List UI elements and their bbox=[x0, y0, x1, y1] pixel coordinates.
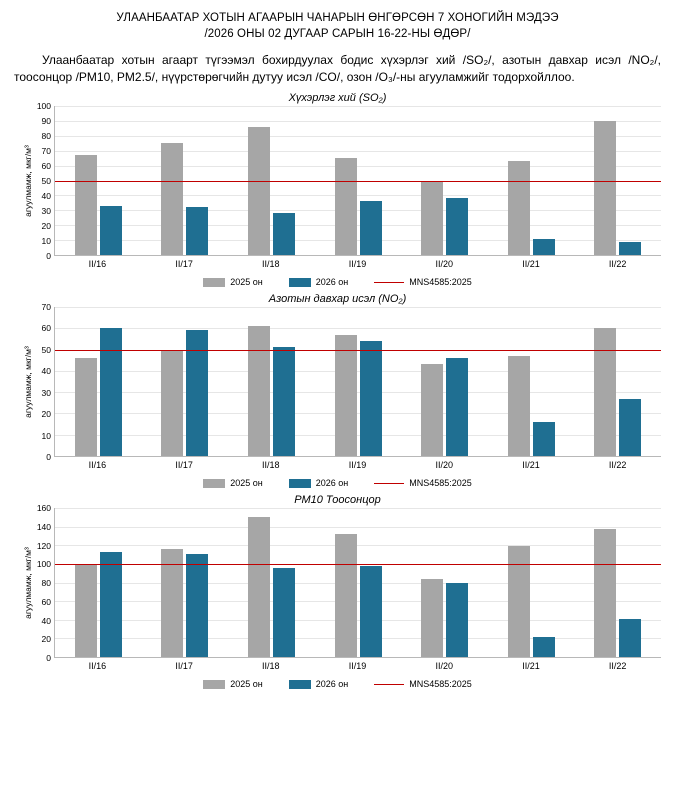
bar-series-a bbox=[508, 546, 530, 657]
bar-group bbox=[55, 508, 142, 657]
limit-line bbox=[55, 350, 661, 351]
y-tick-label: 100 bbox=[36, 559, 51, 570]
x-tick-label: II/22 bbox=[608, 460, 627, 470]
bar-series-b bbox=[100, 328, 122, 456]
legend-item-limit-swatch bbox=[374, 483, 404, 484]
x-tick-label: II/19 bbox=[348, 259, 367, 269]
legend-item-series-a-swatch bbox=[203, 479, 225, 488]
y-tick-label: 70 bbox=[41, 302, 51, 312]
bar-series-b bbox=[619, 242, 641, 255]
title-line-2: /2026 ОНЫ 02 ДУГААР САРЫН 16-22-НЫ ӨДӨР/ bbox=[204, 28, 471, 40]
y-tick-label: 80 bbox=[41, 578, 51, 588]
bar-series-b bbox=[619, 399, 641, 456]
chart-legend bbox=[14, 277, 661, 287]
plot-canvas bbox=[54, 508, 661, 658]
title-line-1: УЛААНБААТАР ХОТЫН АГААРЫН ЧАНАРЫН ӨНГӨРСӨН 7 ХОНОГИЙН МЭДЭЭ bbox=[116, 12, 559, 24]
bar-series-a bbox=[161, 143, 183, 255]
bar-group bbox=[142, 508, 229, 657]
chart-block-2 bbox=[14, 293, 661, 488]
bar-series-a bbox=[421, 182, 443, 255]
y-tick-label: 50 bbox=[41, 344, 51, 355]
chart-block-3 bbox=[14, 494, 661, 689]
x-axis-ticks bbox=[54, 259, 661, 269]
x-tick-label: II/20 bbox=[435, 460, 453, 470]
bar-series-b bbox=[360, 341, 382, 456]
legend-item-series-b-swatch bbox=[289, 278, 311, 287]
y-tick-label: 20 bbox=[41, 221, 51, 231]
limit-line bbox=[55, 181, 661, 182]
x-axis-ticks bbox=[54, 661, 661, 671]
plot-canvas bbox=[54, 307, 661, 457]
document-title bbox=[14, 10, 661, 42]
bar-series-a bbox=[335, 534, 357, 657]
x-tick-label: II/16 bbox=[88, 460, 107, 470]
chart-title: Азотын давхар исэл (NO₂) bbox=[268, 293, 407, 305]
y-axis-label-text: агуулмамж, мкг/м³ bbox=[23, 346, 33, 418]
legend-item-series-b-label: 2026 он bbox=[315, 679, 349, 689]
legend-item-series-b[interactable] bbox=[289, 478, 349, 488]
y-tick-label: 60 bbox=[41, 323, 51, 334]
legend-item-series-b-swatch bbox=[289, 479, 311, 488]
bar-group bbox=[142, 307, 229, 456]
plot-canvas bbox=[54, 106, 661, 256]
legend-item-limit[interactable] bbox=[374, 478, 472, 488]
y-tick-label: 160 bbox=[36, 503, 51, 513]
bar-series-b bbox=[273, 213, 295, 255]
y-axis-label bbox=[14, 106, 33, 256]
legend-item-series-a-label: 2025 он bbox=[230, 679, 263, 689]
bar-group bbox=[315, 508, 402, 657]
bar-series-b bbox=[533, 637, 555, 657]
y-tick-label: 80 bbox=[41, 131, 51, 141]
x-tick-label: II/18 bbox=[262, 661, 280, 671]
x-tick-label: II/20 bbox=[435, 259, 453, 269]
legend-item-series-b-label: 2026 он bbox=[315, 478, 349, 488]
y-tick-label: 10 bbox=[41, 430, 51, 441]
y-tick-label: 0 bbox=[46, 251, 51, 261]
bar-series-b bbox=[273, 347, 295, 456]
bar-series-b bbox=[100, 552, 122, 657]
y-tick-label: 70 bbox=[41, 146, 51, 156]
bar-series-a bbox=[421, 579, 443, 657]
x-tick-label: II/17 bbox=[175, 259, 193, 269]
limit-line bbox=[55, 564, 661, 565]
x-tick-label: II/17 bbox=[175, 460, 193, 470]
legend-item-series-b[interactable] bbox=[289, 277, 349, 287]
bar-group bbox=[315, 307, 402, 456]
bar-group bbox=[488, 307, 575, 456]
y-tick-label: 30 bbox=[41, 206, 51, 216]
legend-item-series-b-swatch bbox=[289, 680, 311, 689]
bar-series-a bbox=[508, 356, 530, 456]
legend-item-series-a-label: 2025 он bbox=[230, 478, 263, 488]
legend-item-series-a-swatch bbox=[203, 680, 225, 689]
y-axis-label-text: агуулмамж, мкг/м³ bbox=[23, 547, 33, 619]
bar-series-a bbox=[594, 121, 616, 255]
bar-series-a bbox=[248, 326, 270, 456]
y-tick-label: 40 bbox=[41, 615, 51, 626]
bar-series-a bbox=[248, 127, 270, 255]
y-tick-label: 90 bbox=[41, 116, 51, 126]
x-tick-label: II/19 bbox=[348, 661, 367, 671]
x-tick-label: II/16 bbox=[88, 661, 107, 671]
x-tick-label: II/20 bbox=[435, 661, 453, 671]
y-tick-label: 0 bbox=[46, 452, 51, 462]
y-axis-ticks bbox=[28, 302, 54, 462]
bar-group bbox=[55, 307, 142, 456]
y-tick-label: 140 bbox=[36, 521, 51, 532]
bar-series-b bbox=[533, 239, 555, 255]
bar-series-a bbox=[75, 358, 97, 456]
x-tick-label: II/18 bbox=[262, 460, 280, 470]
legend-item-limit-label: MNS4585:2025 bbox=[409, 277, 472, 287]
legend-item-limit-swatch bbox=[374, 684, 404, 685]
x-tick-label: II/22 bbox=[608, 661, 627, 671]
bar-groups bbox=[55, 508, 661, 657]
bar-series-b bbox=[446, 198, 468, 255]
legend-item-series-a-swatch bbox=[203, 278, 225, 287]
y-tick-label: 20 bbox=[41, 409, 51, 420]
intro-paragraph: Улаанбаатар хотын агаарт түгээмэл бохирдуулах бодис хүхэрлэг хий /SO₂/, азотын давхар исэл /NO₂/, тоосонцор /PM10, PM2.5/, нүүрстөрөгчийн дутуу исэл /CO/, озон /O₃/-ны агууламжийг тодорхойллоо. bbox=[14, 53, 661, 84]
y-axis-ticks bbox=[28, 101, 54, 261]
bar-series-b bbox=[100, 206, 122, 255]
bar-series-b bbox=[360, 566, 382, 657]
bar-series-b bbox=[273, 568, 295, 657]
bar-group bbox=[401, 508, 488, 657]
y-tick-label: 50 bbox=[41, 176, 51, 186]
x-tick-label: II/17 bbox=[175, 661, 193, 671]
legend-item-limit-label: MNS4585:2025 bbox=[409, 679, 472, 689]
bar-series-b bbox=[186, 207, 208, 255]
y-tick-label: 120 bbox=[36, 540, 51, 551]
bar-series-b bbox=[446, 358, 468, 456]
y-tick-label: 40 bbox=[41, 366, 51, 377]
bar-series-a bbox=[421, 364, 443, 456]
plot-area bbox=[14, 101, 661, 261]
legend-item-series-a-label: 2025 он bbox=[230, 277, 263, 287]
legend-item-limit-swatch bbox=[374, 282, 404, 283]
y-tick-label: 20 bbox=[41, 634, 51, 645]
bar-groups bbox=[55, 307, 661, 456]
bar-series-b bbox=[360, 201, 382, 255]
x-tick-label: II/18 bbox=[262, 259, 280, 269]
chart-title: Хүхэрлэг хий (SO₂) bbox=[288, 92, 387, 104]
bar-group bbox=[488, 508, 575, 657]
bar-series-a bbox=[594, 529, 616, 658]
y-axis-label bbox=[14, 307, 33, 457]
bar-series-b bbox=[446, 583, 468, 657]
bar-group bbox=[228, 508, 315, 657]
charts-container bbox=[14, 92, 661, 689]
y-axis-label-text: агуулмамж, мкг/м³ bbox=[23, 145, 33, 217]
legend-item-limit-label: MNS4585:2025 bbox=[409, 478, 472, 488]
bar-series-a bbox=[508, 161, 530, 255]
bar-group bbox=[228, 307, 315, 456]
y-tick-label: 30 bbox=[41, 387, 51, 398]
y-tick-label: 100 bbox=[36, 101, 51, 111]
y-axis-ticks bbox=[28, 503, 54, 663]
x-tick-label: II/21 bbox=[522, 460, 540, 470]
bar-series-a bbox=[161, 350, 183, 456]
x-tick-label: II/21 bbox=[522, 259, 540, 269]
y-tick-label: 40 bbox=[41, 191, 51, 201]
legend-item-limit[interactable] bbox=[374, 679, 472, 689]
legend-item-series-b-label: 2026 он bbox=[315, 277, 349, 287]
x-axis-ticks bbox=[54, 460, 661, 470]
bar-group bbox=[401, 307, 488, 456]
bar-series-a bbox=[75, 564, 97, 657]
bar-series-a bbox=[248, 517, 270, 657]
legend-item-series-a[interactable] bbox=[203, 277, 263, 287]
x-tick-label: II/22 bbox=[608, 259, 627, 269]
y-tick-label: 10 bbox=[41, 236, 51, 246]
bar-series-b bbox=[533, 422, 555, 456]
y-tick-label: 60 bbox=[41, 596, 51, 607]
legend-item-limit[interactable] bbox=[374, 277, 472, 287]
legend-item-series-a[interactable] bbox=[203, 478, 263, 488]
bar-group bbox=[574, 508, 661, 657]
bar-series-a bbox=[161, 549, 183, 657]
x-tick-label: II/16 bbox=[88, 259, 107, 269]
legend-item-series-a[interactable] bbox=[203, 679, 263, 689]
x-tick-label: II/19 bbox=[348, 460, 367, 470]
x-tick-label: II/21 bbox=[522, 661, 540, 671]
bar-series-a bbox=[335, 158, 357, 255]
y-tick-label: 0 bbox=[46, 653, 51, 663]
bar-group bbox=[574, 307, 661, 456]
y-tick-label: 60 bbox=[41, 161, 51, 171]
chart-title: РМ10 Тоосонцор bbox=[294, 494, 381, 506]
bar-series-b bbox=[619, 619, 641, 657]
bar-series-a bbox=[75, 155, 97, 255]
y-axis-label bbox=[14, 508, 33, 658]
legend-item-series-b[interactable] bbox=[289, 679, 349, 689]
plot-area bbox=[14, 302, 661, 462]
bar-series-b bbox=[186, 554, 208, 657]
bar-series-a bbox=[335, 335, 357, 456]
chart-block-1 bbox=[14, 92, 661, 287]
chart-legend bbox=[14, 679, 661, 689]
plot-area bbox=[14, 503, 661, 663]
bar-series-a bbox=[594, 328, 616, 456]
chart-legend bbox=[14, 478, 661, 488]
